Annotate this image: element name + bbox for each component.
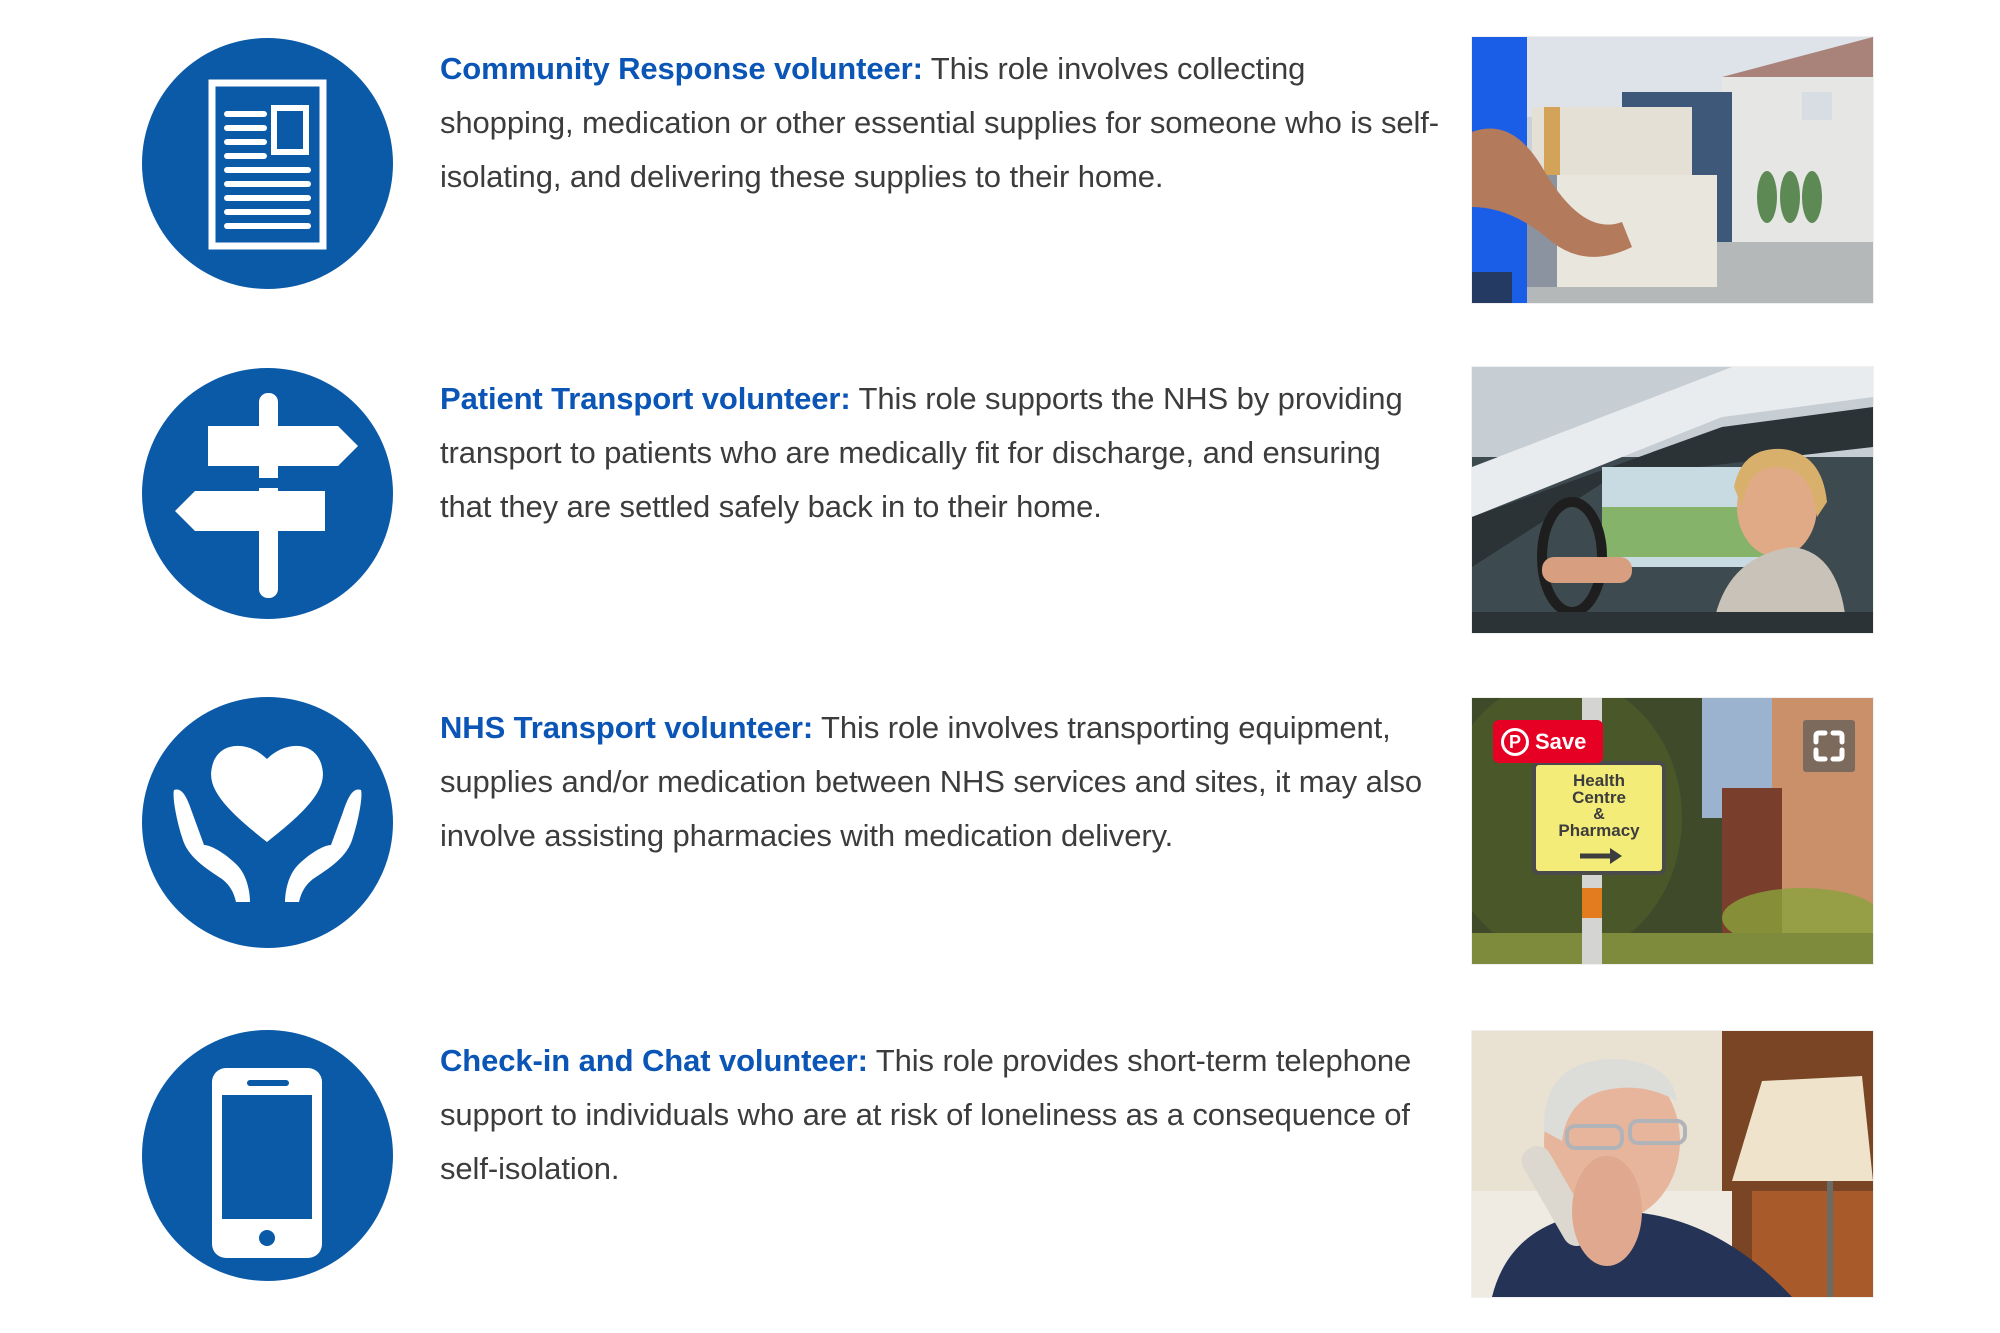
- elderly-man-phone-photo[interactable]: [1472, 1031, 1873, 1297]
- expand-image-button[interactable]: [1803, 720, 1855, 772]
- role-title: NHS Transport volunteer:: [440, 710, 814, 745]
- pinterest-icon: P: [1501, 728, 1529, 756]
- sign-line-1: Health: [1573, 771, 1625, 790]
- sign-line-4: Pharmacy: [1558, 821, 1640, 840]
- sign-line-3: &: [1593, 806, 1605, 823]
- role-text: This role involves collecting shopping, medication or other essential supplies for someone who is self-isolating, and delivering these supplies to their home.: [440, 51, 1440, 194]
- role-row-community-response: [0, 38, 2000, 338]
- driver-photo[interactable]: [1472, 367, 1873, 633]
- delivery-photo[interactable]: [1472, 37, 1873, 303]
- role-text: This role supports the NHS by providing transport to patients who are medically fit for discharge, and ensuring that they are settled safely back in to their home.: [440, 381, 1403, 524]
- role-row-patient-transport: [0, 368, 2000, 668]
- role-description: [440, 42, 1440, 204]
- mobile-phone-icon: [142, 1030, 393, 1281]
- role-title: Patient Transport volunteer:: [440, 381, 851, 416]
- fullscreen-icon: [1803, 720, 1855, 772]
- role-row-nhs-transport: [0, 697, 2000, 997]
- role-description: [440, 372, 1440, 534]
- hands-heart-icon: [142, 697, 393, 948]
- role-text: This role involves transporting equipment, supplies and/or medication between NHS services and sites, it may also involve assisting pharmacies with medication delivery.: [440, 710, 1423, 853]
- pinterest-save-button[interactable]: [1493, 720, 1603, 763]
- role-text: This role provides short-term telephone support to individuals who are at risk of loneliness as a consequence of self-isolation.: [440, 1043, 1412, 1186]
- role-description: [440, 1034, 1440, 1196]
- save-label: Save: [1535, 728, 1587, 754]
- newspaper-icon: [142, 38, 393, 289]
- pharmacy-sign-photo[interactable]: [1472, 698, 1873, 964]
- role-description: [440, 701, 1440, 863]
- sign-line-2: Centre: [1572, 788, 1626, 807]
- role-row-check-in-and-chat: [0, 1030, 2000, 1330]
- signpost-icon: [142, 368, 393, 619]
- role-title: Check-in and Chat volunteer:: [440, 1043, 868, 1078]
- role-title: Community Response volunteer:: [440, 51, 923, 86]
